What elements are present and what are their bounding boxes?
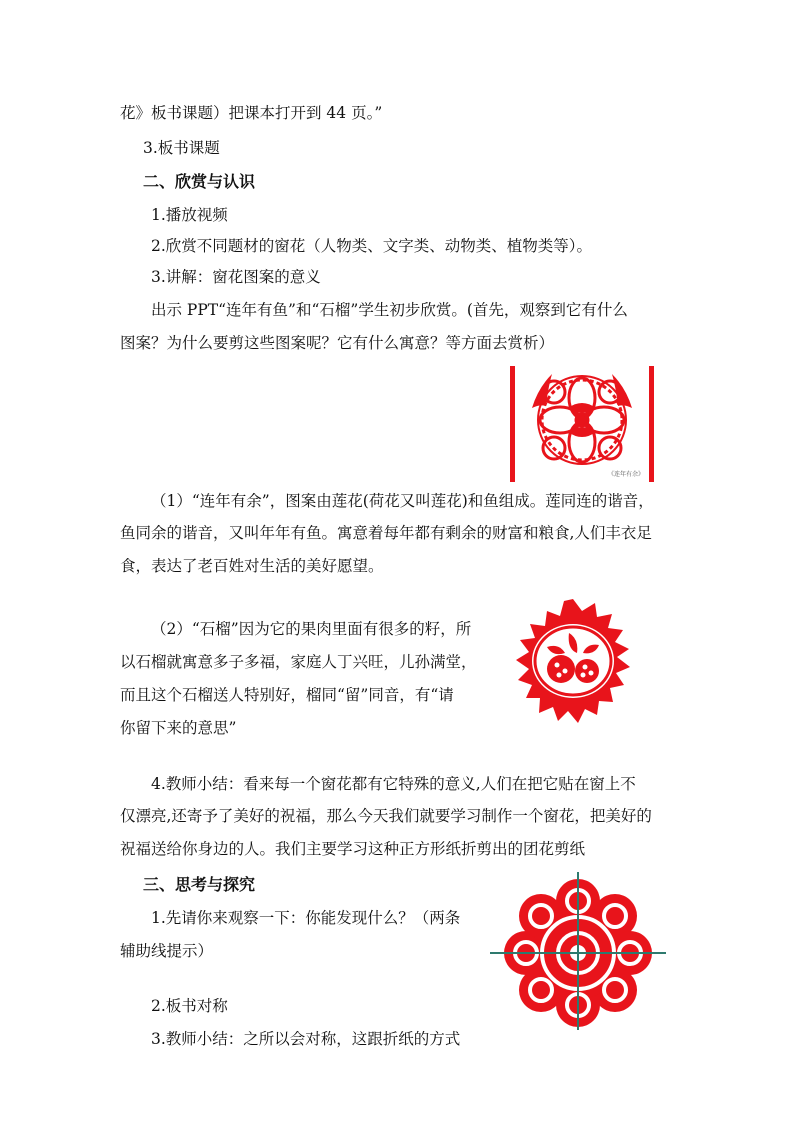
para-2-line-1: （2）“石榴”因为它的果肉里面有很多的籽，所: [151, 620, 472, 638]
s3-item-2: 2.板书对称: [151, 997, 228, 1015]
summary-line-2: 仅漂亮,还寄予了美好的祝福，那么今天我们就要学习制作一个窗花，把美好的: [120, 807, 652, 825]
para-1-line-3: 食，表达了老百姓对生活的美好愿望。: [120, 557, 384, 575]
s2-item-2: 2.欣赏不同题材的窗花（人物类、文字类、动物类、植物类等）。: [151, 237, 593, 255]
para-2-line-2: 以石榴就寓意多子多福，家庭人丁兴旺，儿孙满堂，: [120, 653, 477, 671]
summary-line-3: 祝福送给你身边的人。我们主要学习这种正方形纸折剪出的团花剪纸: [120, 840, 586, 858]
intro-continued: 花》板书课题）把课本打开到 44 页。”: [120, 104, 383, 122]
s2-item-3: 3.讲解：窗花图案的意义: [151, 268, 321, 286]
pomegranate-papercut-icon: [508, 598, 638, 724]
ppt-line-1: 出示 PPT“连年有鱼”和“石榴”学生初步欣赏。(首先，观察到它有什么: [151, 301, 628, 319]
s3-item-1-line-2: 辅助线提示）: [120, 942, 214, 960]
flower-papercut-icon: [490, 872, 666, 1030]
fish-caption: 《连年有余》: [607, 471, 645, 478]
s3-item-3: 3.教师小结：之所以会对称，这跟折纸的方式: [151, 1030, 461, 1048]
s2-item-1: 1.播放视频: [151, 206, 228, 224]
section-2-heading: 二、欣赏与认识: [143, 172, 256, 191]
ppt-line-2: 图案？为什么要剪这些图案呢？它有什么寓意？等方面去赏析）: [120, 334, 555, 352]
s3-item-1-line-1: 1.先请你来观察一下：你能发现什么？（两条: [151, 909, 461, 927]
step-board-title: 3.板书课题: [143, 139, 220, 157]
para-2-line-4: 你留下来的意思”: [120, 719, 237, 737]
para-1-line-1: （1）“连年有余”，图案由莲花(荷花又叫莲花)和鱼组成。莲同连的谐音，: [151, 492, 654, 510]
para-2-line-3: 而且这个石榴送人特别好，榴同“留”同音，有“请: [120, 686, 454, 704]
fish-lotus-papercut-icon: [508, 366, 656, 482]
section-3-heading: 三、思考与探究: [143, 875, 256, 894]
para-1-line-2: 鱼同余的谐音，又叫年年有鱼。寓意着每年都有剩余的财富和粮食,人们丰衣足: [120, 524, 652, 542]
summary-line-1: 4.教师小结：看来每一个窗花都有它特殊的意义,人们在把它贴在窗上不: [151, 775, 636, 793]
